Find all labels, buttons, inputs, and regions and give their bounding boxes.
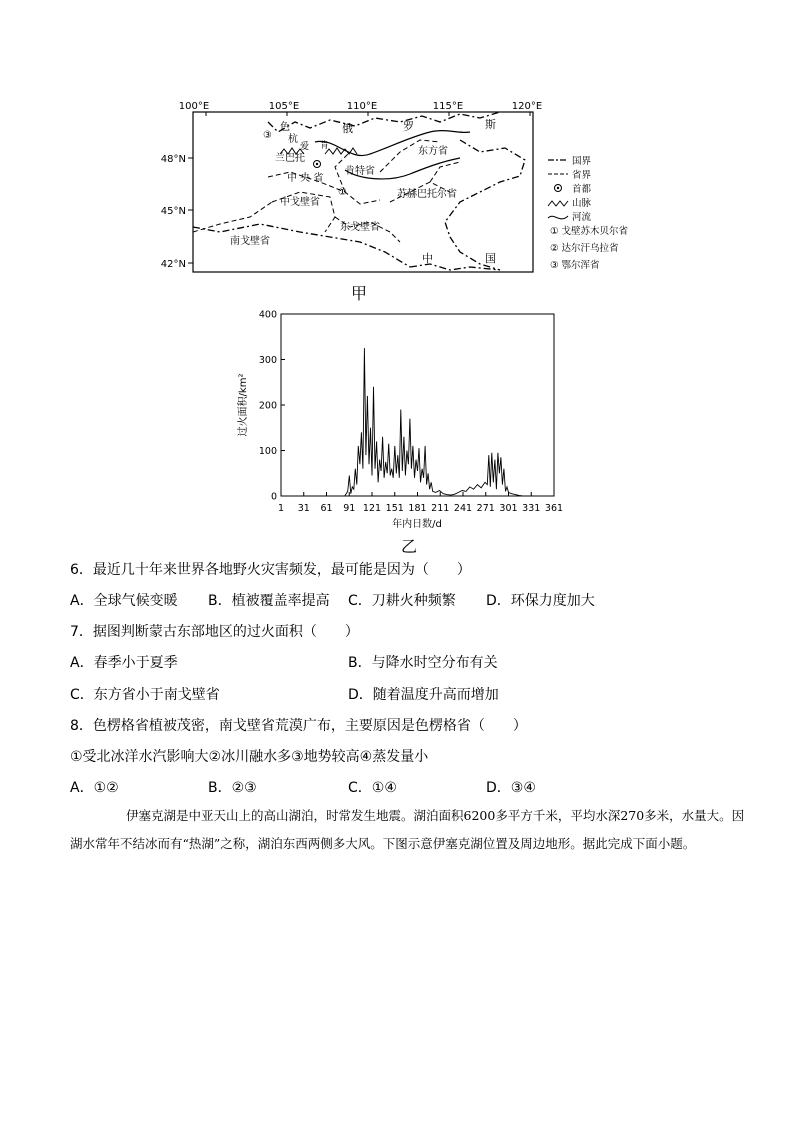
province-label: 肯 xyxy=(320,141,330,151)
question-7-stem: 7．据图判断蒙古东部地区的过火面积（ ） xyxy=(70,624,359,640)
province-label: 东方省 xyxy=(418,146,448,157)
province-label: ① xyxy=(338,187,347,198)
reading-passage: 伊塞克湖是中亚天山上的高山湖泊，时常发生地震。湖泊面积6200多平方千米，平均水深270多米，水量大。因湖水常年不结冰而有“热湖”之称，湖泊东西两侧多大风。下图示意伊塞克湖位置及周边地形。据此完成下面小题。 xyxy=(70,808,745,851)
province-label: 东戈壁省 xyxy=(340,222,380,233)
fire-area-chart xyxy=(230,305,580,535)
lat-label: 48°N xyxy=(160,154,186,165)
question-6-stem: 6．最近几十年来世界各地野火灾害频发，最可能是因为（ ） xyxy=(70,562,471,578)
series-line xyxy=(345,348,523,496)
province-label: 中 央 省 xyxy=(287,173,324,184)
q8-option-d[interactable]: D．③④ xyxy=(486,780,536,796)
q6-option-a[interactable]: A．全球气候变暖 xyxy=(70,593,178,609)
x-tick-label: 151 xyxy=(385,503,404,514)
x-tick-label: 121 xyxy=(362,503,382,514)
legend-note: ③ 鄂尔浑省 xyxy=(550,260,600,271)
country-label: 色 xyxy=(280,122,290,133)
y-tick-label: 300 xyxy=(258,355,277,366)
q8-option-b[interactable]: B．②③ xyxy=(208,780,257,796)
y-tick-label: 100 xyxy=(258,446,277,457)
province-label: 苏赫巴托尔省 xyxy=(397,189,457,200)
map-legend xyxy=(548,156,629,271)
x-tick-label: 361 xyxy=(544,503,564,514)
x-tick-label: 61 xyxy=(320,503,333,514)
chart-caption: 乙 xyxy=(401,537,418,556)
lat-label: 42°N xyxy=(160,259,186,270)
q7-option-c[interactable]: C．东方省小于南戈壁省 xyxy=(70,687,220,703)
mongolia-map xyxy=(160,92,630,292)
x-axis-label: 年内日数/d xyxy=(392,519,442,530)
x-tick-label: 301 xyxy=(499,503,518,514)
province-label: 爱 xyxy=(300,142,310,152)
svg-text:山脉: 山脉 xyxy=(572,198,592,209)
province-label: ③ xyxy=(263,130,272,141)
question-8-stem: 8．色楞格省植被茂密，南戈壁省荒漠广布，主要原因是色楞格省（ ） xyxy=(70,718,527,734)
x-tick-label: 271 xyxy=(476,503,495,514)
y-axis-label: 过火面积/km² xyxy=(238,373,249,437)
country-label: 中 xyxy=(422,252,433,265)
x-tick-label: 211 xyxy=(431,503,450,514)
province-label: 中戈壁省 xyxy=(280,197,320,208)
x-tick-label: 1 xyxy=(277,503,285,514)
q6-option-d[interactable]: D．环保力度加大 xyxy=(486,593,595,609)
q7-option-a[interactable]: A．春季小于夏季 xyxy=(70,655,178,671)
x-tick-label: 91 xyxy=(343,503,356,514)
q7-option-b[interactable]: B．与降水时空分布有关 xyxy=(348,655,498,671)
q8-option-c[interactable]: C．①④ xyxy=(348,780,397,796)
x-tick-label: 31 xyxy=(297,503,310,514)
x-tick-label: 241 xyxy=(453,503,473,514)
y-tick-label: 200 xyxy=(258,400,277,412)
y-tick-label: 400 xyxy=(258,309,277,321)
svg-text:省界: 省界 xyxy=(572,170,592,181)
question-8-substem: ①受北冰洋水汽影响大②冰川融水多③地势较高④蒸发量小 xyxy=(70,749,429,765)
lon-label: 100°E xyxy=(178,101,210,112)
q7-option-d[interactable]: D．随着温度升高而增加 xyxy=(348,687,499,703)
province-label: 兰巴托 xyxy=(275,153,305,164)
country-label: 国 xyxy=(485,252,496,265)
legend-note: ① 戈壁苏木贝尔省 xyxy=(550,226,629,237)
province-label: 南戈壁省 xyxy=(230,236,270,247)
svg-text:河流: 河流 xyxy=(572,212,592,223)
lon-label: 110°E xyxy=(346,101,378,112)
province-label: 肯特省 xyxy=(345,166,375,177)
q6-option-b[interactable]: B．植被覆盖率提高 xyxy=(208,593,330,609)
lon-label: 120°E xyxy=(511,101,543,112)
map-caption: 甲 xyxy=(351,284,368,303)
svg-text:国界: 国界 xyxy=(572,156,592,167)
lat-label: 45°N xyxy=(160,206,186,217)
country-label: 罗 xyxy=(403,120,414,133)
legend-note: ② 达尔汗乌拉省 xyxy=(550,243,619,254)
lon-label: 105°E xyxy=(268,101,300,112)
x-tick-label: 331 xyxy=(522,503,541,514)
country-label: 斯 xyxy=(485,118,496,131)
x-tick-label: 181 xyxy=(408,503,427,514)
q6-option-c[interactable]: C．刀耕火种频繁 xyxy=(348,593,456,609)
country-label: 俄 xyxy=(342,122,353,135)
q8-option-a[interactable]: A．①② xyxy=(70,780,119,796)
lon-label: 115°E xyxy=(432,101,464,112)
y-tick-label: 0 xyxy=(270,491,277,503)
svg-text:首都: 首都 xyxy=(572,184,592,195)
province-label: 杭 xyxy=(288,134,298,145)
